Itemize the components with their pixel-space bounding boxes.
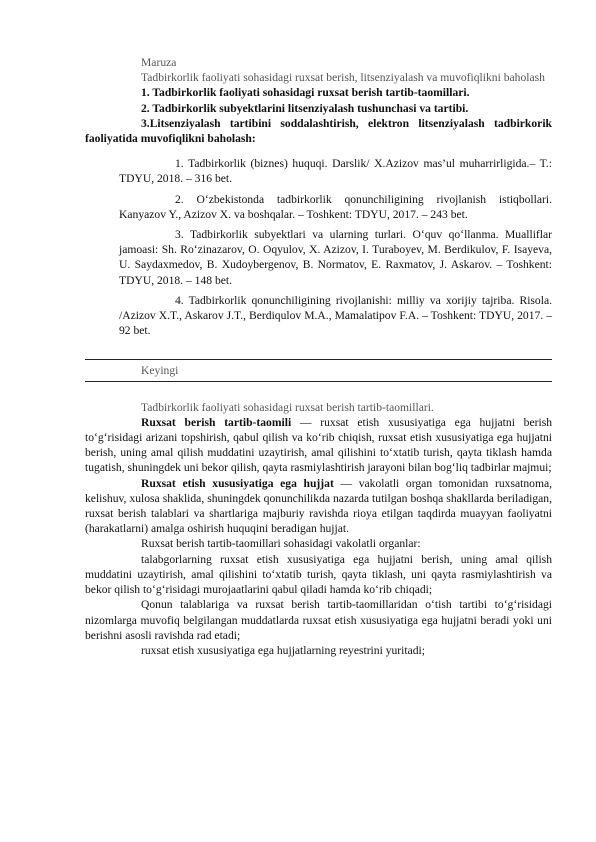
plan-item-3: 3.Litsenziyalash tartibini soddalashtirish, elektron litsenziyalash tadbirkorik faoliyatida muvofiqlikni baholash: xyxy=(85,116,552,146)
reference-item-4: 4. Tadbirkorlik qonunchiligining rivojlanishi: milliy va xorijiy tajriba. Risola. /Azizov X.T., Askarov J.T., Berdiqulov M.A., Mamalatipov F.A. – Toshkent: TDYU, 2017. – 92 bet. xyxy=(119,293,552,338)
reference-item-3: 3. Tadbirkorlik subyektlari va ularning turlari. O‘quv qo‘llanma. Mualliflar jamoasi: Sh. Ro‘zinazarov, O. Oqyulov, X. Azizov, I. Turaboyev, M. Berdikulov, F. Isayeva, U. Saydaxmedov, B. Xudoybergenov, B. Normatov, E. Raxmatov, J. Askarov. – Toshkent: TDYU, 2018. – 148 bet. xyxy=(119,228,552,287)
definition-paragraph-1 xyxy=(85,415,552,476)
paragraph-4: talabgorlarning ruxsat etish xususiyatiga ega hujjatni berish, uning amal qilish muddatini uzaytirish, amal qilishini to‘xtatib turish, qayta tiklash, uni qayta rasmiylashtirish va bekor qilish to‘g‘risidagi murojaatlarini qabul qiladi hamda ko‘rib chiqadi; xyxy=(85,552,552,597)
reference-list xyxy=(85,156,552,338)
term-hujjat: Ruxsat etish xususiyatiga ega hujjat xyxy=(141,476,334,490)
definition-text-2: — vakolatli organ tomonidan ruxsatnoma, kelishuv, xulosa shaklida, shuningdek qonunchilikda nazarda tutilgan boshqa shakllarda beriladigan, ruxsat berish talablari va shartlariga majburiy ravishda rioya etilgan taqdirda muayyan faoliyatni (harakatlarni) amalga oshirish huquqini beradigan hujjat. xyxy=(85,476,553,536)
reference-item-1: 1. Tadbirkorlik (biznes) huquqi. Darslik/ X.Azizov mas’ul muharrirligida.– T.: TDYU, 2018. – 316 bet. xyxy=(119,157,552,186)
paragraph-5: Qonun talablariga va ruxsat berish tartib-taomillaridan o‘tish tartibi to‘g‘risidagi nizomlarga muvofiq belgilangan muddatlarda ruxsat etish xususiyatiga ega hujjatni beradi yoki uni berishni asosli ravishda rad etadi; xyxy=(85,598,552,642)
term-ruxsat-berish: Ruxsat berish tartib-taomili xyxy=(141,415,292,429)
definition-paragraph-2 xyxy=(85,476,552,537)
lecture-topic: Tadbirkorlik faoliyati sohasidagi ruxsat berish, litsenziyalash va muvofiqlikni baholash xyxy=(141,71,545,85)
lecture-label: Maruza xyxy=(141,56,177,69)
reference-item-2: 2. O‘zbekistonda tadbirkorlik qonunchiligining rivojlanish istiqbollari. Kanyazov Y., Azizov X. va boshqalar. – Toshkent: TDYU, 2017. – 243 bet. xyxy=(119,192,552,221)
definition-text-1: — ruxsat etish xususiyatiga ega hujjatni berish to‘g‘risidagi arizani topshirish, qabul qilish va ko‘rib chiqish, ruxsat etish xususiyatiga ega hujjatni berish, uning amal qilish muddatini uzaytirish, amal qilishini to‘xtatib turish, qayta tiklash hamda tugatish, shuningdek uni bekor qilish, qayta rasmiylashtirish jarayoni bilan bog‘liq tadbirlar majmui; xyxy=(85,415,552,475)
document-page xyxy=(85,55,552,658)
divider-top xyxy=(85,359,552,360)
paragraph-6: ruxsat etish xususiyatiga ega hujjatlarning reyestrini yuritadi; xyxy=(141,643,425,657)
plan-item-1: 1. Tadbirkorlik faoliyati sohasidagi ruxsat berish tartib-taomillari. xyxy=(141,86,470,100)
next-section-label: Keyingi xyxy=(141,364,179,378)
section-title: Tadbirkorlik faoliyati sohasidagi ruxsat berish tartib-taomillari. xyxy=(141,400,434,414)
paragraph-3: Ruxsat berish tartib-taomillari sohasidagi vakolatli organlar: xyxy=(141,537,421,551)
plan-item-2: 2. Tadbirkorlik subyektlarini litsenziyalash tushunchasi va tartibi. xyxy=(141,101,469,115)
